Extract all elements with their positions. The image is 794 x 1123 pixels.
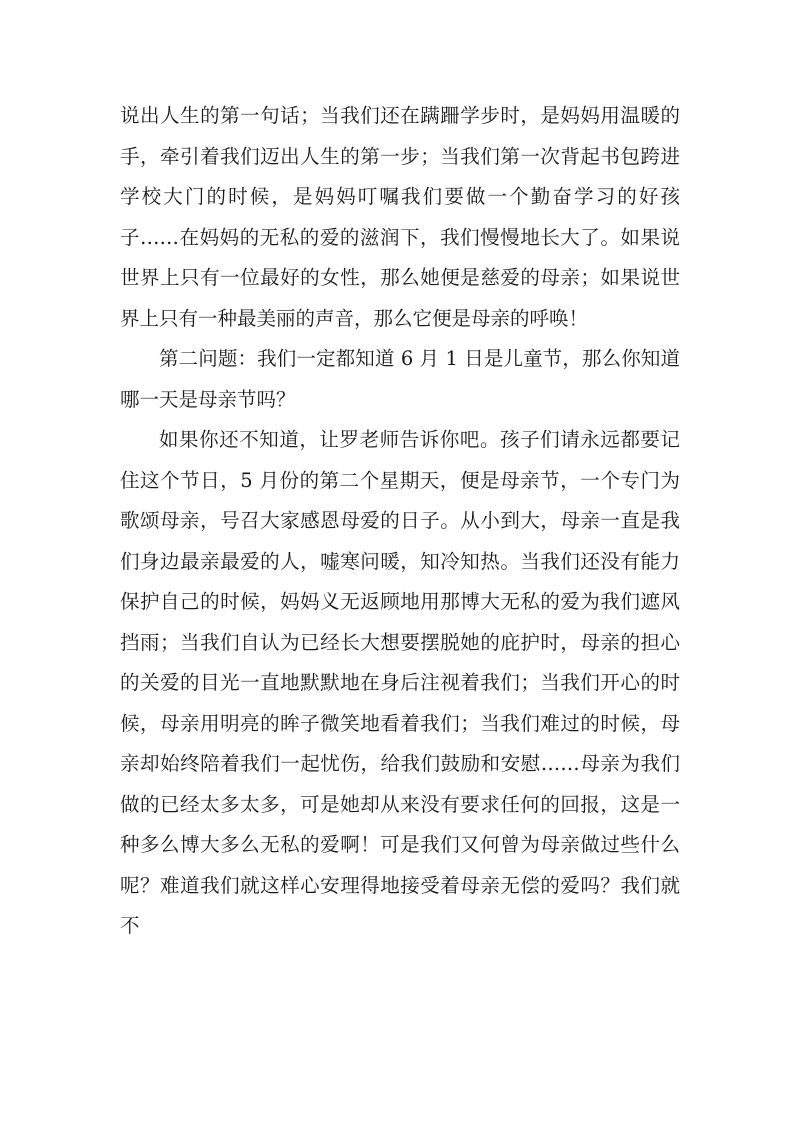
paragraph-1: 说出人生的第一句话；当我们还在蹒跚学步时，是妈妈用温暖的手，牵引着我们迈出人生的第一步；当我们第一次背起书包跨进学校大门的时候，是妈妈叮嘱我们要做一个勤奋学习的好孩子……在妈妈的无私的爱的滋润下，我们慢慢地长大了。如果说世界上只有一位最好的女性，那么她便是慈爱的母亲；如果说世界上只有一种最美丽的声音，那么它便是母亲的呼唤！: [120, 104, 680, 330]
paragraph-3: 如果你还不知道，让罗老师告诉你吧。孩子们请永远都要记住这个节日，5 月份的第二个星期天，便是母亲节，一个专门为歌颂母亲，号召大家感恩母爱的日子。从小到大，母亲一直是我们身边最亲最爱的人，嘘寒问暖，知冷知热。当我们还没有能力保护自己的时候，妈妈义无返顾地用那博大无私的爱为我们遮风挡雨；当我们自认为已经长大想要摆脱她的庇护时，母亲的担心的关爱的目光一直地默默地在身后注视着我们；当我们开心的时候，母亲用明亮的眸子微笑地看着我们；当我们难过的时候，母亲却始终陪着我们一起忧伤，给我们鼓励和安慰……母亲为我们做的已经太多太多，可是她却从来没有要求任何的回报，这是一种多么博大多么无私的爱啊！可是我们又何曾为母亲做过些什么呢？难道我们就这样心安理得地接受着母亲无偿的爱吗？我们就不: [120, 428, 680, 937]
document-body: [120, 96, 680, 947]
paragraph-2: 第二问题：我们一定都知道 6 月 1 日是儿童节，那么你知道哪一天是母亲节吗？: [120, 347, 680, 411]
